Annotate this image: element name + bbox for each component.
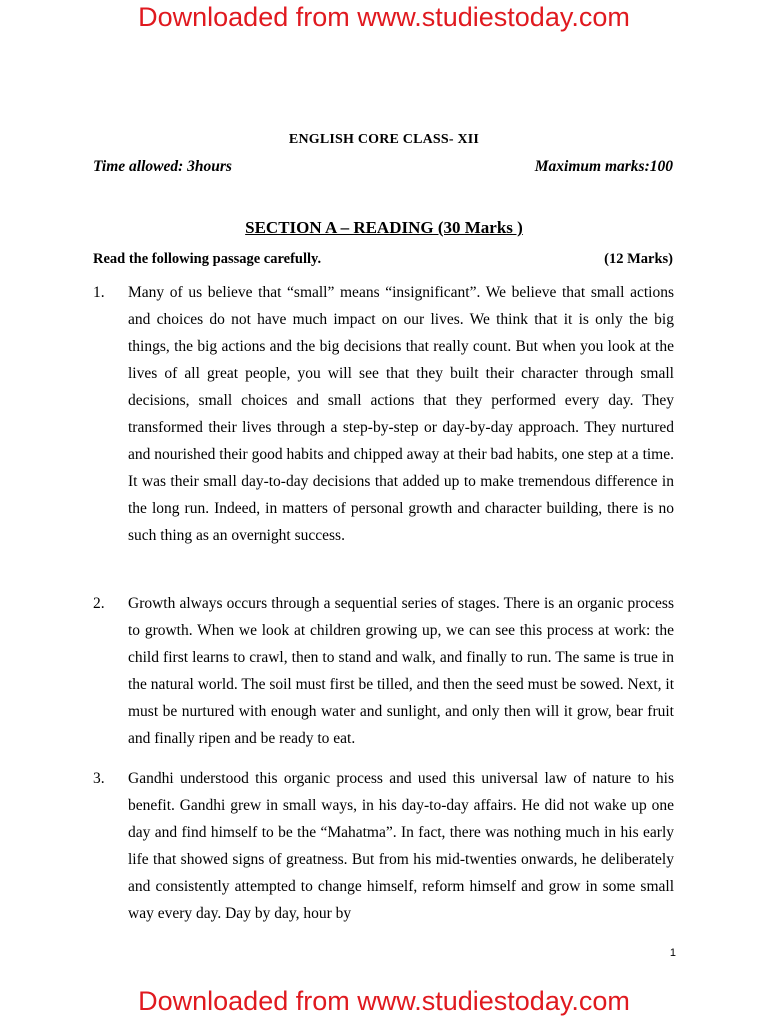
paragraph-number: 2. xyxy=(93,595,105,612)
time-allowed: Time allowed: 3hours xyxy=(93,158,232,175)
page-number: 1 xyxy=(669,947,676,959)
section-heading: SECTION A – READING (30 Marks ) xyxy=(245,218,523,237)
paragraph-number: 1. xyxy=(93,284,105,301)
instruction-marks: (12 Marks) xyxy=(604,251,673,267)
bottom-watermark-banner: Downloaded from www.studiestoday.com xyxy=(138,986,630,1016)
instruction-text: Read the following passage carefully. xyxy=(93,251,322,267)
instruction-row xyxy=(93,251,673,268)
paragraph-text: Many of us believe that “small” means “insignificant”. We believe that small actions and choices do not have much impact on our lives. We think that it is only the big things, the big actions and the big decisions that really count. But when you look at the lives of all great people, you will see that they built their character through small decisions, small choices and small actions that they performed every day. They transformed their lives through a step-by-step or day-by-day approach. They nurtured and nourished their good habits and chipped away at their bad habits, one step at a time. It was their small day-to-day decisions that added up to make tremendous difference in the long run. Indeed, in matters of personal growth and character building, there is no such thing as an overnight success. xyxy=(128,284,674,544)
paragraph-number: 3. xyxy=(93,770,105,787)
document-title: ENGLISH CORE CLASS- XII xyxy=(288,132,480,147)
paragraph-text: Growth always occurs through a sequential series of stages. There is an organic process to growth. When we look at children growing up, we can see this process at work: the child first learns to crawl, then to stand and walk, and finally to run. The same is true in the natural world. The soil must first be tilled, and then the seed must be sowed. Next, it must be nurtured with enough water and sunlight, and only then will it grow, bear fruit and finally ripen and be ready to eat. xyxy=(128,595,674,747)
exam-meta-row xyxy=(93,158,673,176)
top-watermark-banner: Downloaded from www.studiestoday.com xyxy=(138,2,630,32)
paragraph-text: Gandhi understood this organic process and used this universal law of nature to his benefit. Gandhi grew in small ways, in his day-to-day affairs. He did not wake up one day and find himself to be the “Mahatma”. In fact, there was nothing much in his early life that showed signs of greatness. But from his mid-twenties onwards, he deliberately and consistently attempted to change himself, reform himself and grow in some small way every day. Day by day, hour by xyxy=(128,770,674,922)
maximum-marks: Maximum marks:100 xyxy=(534,158,673,175)
